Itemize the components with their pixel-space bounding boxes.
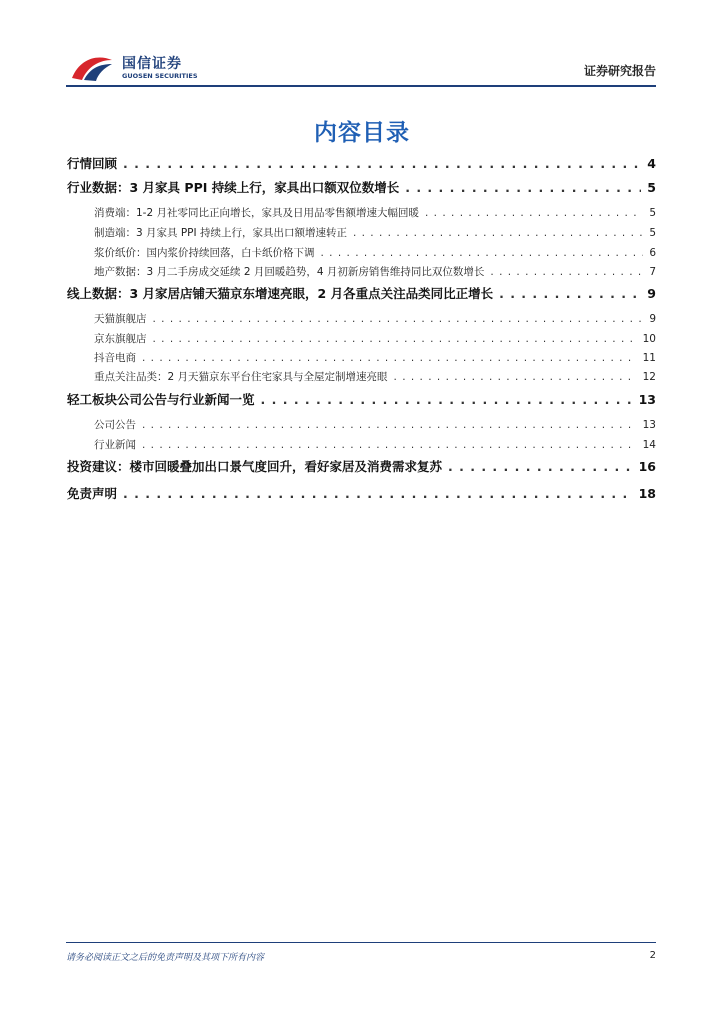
toc-dot-leader	[353, 227, 643, 239]
toc-dot-leader	[123, 156, 641, 171]
page-header	[66, 48, 656, 88]
toc-entry-title: 地产数据：3 月二手房成交延续 2 月回暖趋势，4 月初新房销售维持同比双位数增长	[94, 266, 485, 278]
toc-title: 内容目录	[314, 120, 410, 146]
toc-entry-page: 4	[647, 156, 656, 171]
toc-entry-title: 行业新闻	[94, 439, 136, 451]
toc-dot-leader	[142, 352, 637, 364]
page-number: 2	[649, 950, 656, 961]
toc-entry-section[interactable]	[67, 284, 656, 304]
toc-entry-subsection[interactable]	[94, 245, 656, 263]
guosen-logo-icon	[70, 54, 114, 82]
toc-entry-title: 制造端：3 月家具 PPI 持续上行，家具出口额增速转正	[94, 227, 347, 239]
toc-dot-leader	[261, 392, 633, 407]
toc-dot-leader	[142, 419, 637, 431]
toc-entry-section[interactable]	[67, 154, 656, 174]
toc-entry-page: 5	[649, 227, 656, 239]
toc-entry-title: 浆价纸价：国内浆价持续回落，白卡纸价格下调	[94, 247, 315, 259]
toc-entry-page: 14	[642, 439, 656, 451]
toc-entry-title: 行情回顾	[67, 156, 118, 171]
report-type-label: 证券研究报告	[583, 64, 656, 78]
toc-dot-leader	[153, 313, 644, 325]
toc-entry-page: 5	[647, 180, 656, 195]
toc-entry-page: 10	[642, 333, 656, 345]
toc-entry-page: 9	[649, 313, 656, 325]
toc-dot-leader	[394, 371, 637, 383]
toc-entry-title: 行业数据：3 月家具 PPI 持续上行，家具出口额双位数增长	[67, 180, 400, 195]
toc-entry-page: 6	[649, 247, 656, 259]
toc-entry-title: 线上数据：3 月家居店铺天猫京东增速亮眼，2 月各重点关注品类同比正增长	[67, 286, 494, 301]
toc-entry-subsection[interactable]	[94, 350, 656, 368]
toc-entry-title: 重点关注品类：2 月天猫京东平台住宅家具与全屋定制增速亮眼	[94, 371, 388, 383]
toc-entry-subsection[interactable]	[94, 264, 656, 282]
header-divider	[66, 85, 656, 87]
toc-entry-title: 消费端：1-2 月社零同比正向增长，家具及日用品零售额增速大幅回暖	[94, 207, 419, 219]
toc-entry-subsection[interactable]	[94, 331, 656, 349]
toc-entry-title: 免责声明	[67, 486, 118, 501]
toc-entry-page: 5	[649, 207, 656, 219]
toc-entry-subsection[interactable]	[94, 369, 656, 387]
toc-entry-title: 轻工板块公司公告与行业新闻一览	[67, 392, 255, 407]
toc-entry-page: 7	[649, 266, 656, 278]
disclaimer-note: 请务必阅读正文之后的免责声明及其项下所有内容	[66, 953, 265, 963]
toc-dot-leader	[490, 266, 643, 278]
toc-dot-leader	[123, 486, 633, 501]
toc-entry-subsection[interactable]	[94, 205, 656, 223]
toc-dot-leader	[425, 207, 643, 219]
toc-entry-subsection[interactable]	[94, 311, 656, 329]
toc-dot-leader	[405, 180, 641, 195]
toc-entry-page: 13	[642, 419, 656, 431]
toc-entry-page: 11	[642, 352, 656, 364]
toc-dot-leader	[448, 459, 633, 474]
toc-entry-title: 天猫旗舰店	[94, 313, 147, 325]
toc-entry-title: 抖音电商	[94, 352, 136, 364]
toc-dot-leader	[142, 439, 637, 451]
toc-entry-title: 投资建议：楼市回暖叠加出口景气度回升，看好家居及消费需求复苏	[67, 459, 443, 474]
toc-entry-section[interactable]	[67, 390, 656, 410]
toc-dot-leader	[499, 286, 641, 301]
toc-entry-section[interactable]	[67, 484, 656, 504]
toc-entry-page: 18	[638, 486, 656, 501]
toc-entry-page: 12	[642, 371, 656, 383]
toc-entry-section[interactable]	[67, 178, 656, 198]
toc-entry-subsection[interactable]	[94, 417, 656, 435]
toc-entry-page: 9	[647, 286, 656, 301]
toc-entry-page: 13	[638, 392, 656, 407]
footer-divider	[66, 942, 656, 943]
toc-entry-page: 16	[638, 459, 656, 474]
logo-chinese-name: 国信证券	[122, 56, 182, 72]
toc-entry-subsection[interactable]	[94, 225, 656, 243]
toc-dot-leader	[321, 247, 644, 259]
logo-english-name: GUOSEN SECURITIES	[122, 72, 198, 80]
guosen-logo	[66, 48, 206, 82]
toc-entry-section[interactable]	[67, 457, 656, 477]
toc-entry-subsection[interactable]	[94, 437, 656, 455]
toc-dot-leader	[153, 333, 637, 345]
toc-entry-title: 京东旗舰店	[94, 333, 147, 345]
toc-entry-title: 公司公告	[94, 419, 136, 431]
